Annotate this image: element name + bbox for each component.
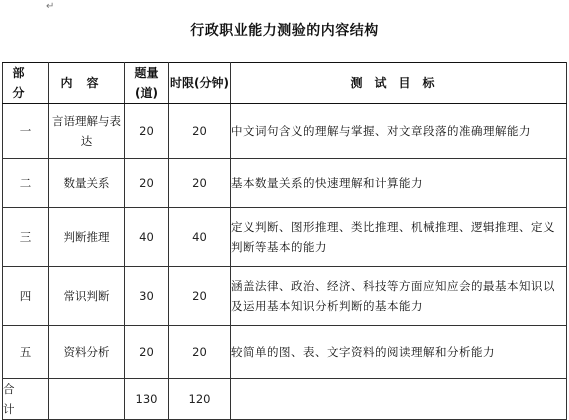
row-part: 三 [3, 208, 49, 267]
header-goal: 测试目标 [231, 63, 567, 104]
content-structure-table [2, 62, 567, 420]
row-part: 一 [3, 104, 49, 159]
table-row [3, 267, 567, 326]
row-time: 20 [169, 267, 231, 326]
table-header-row [3, 63, 567, 104]
total-time: 120 [169, 379, 231, 420]
header-time: 时限(分钟) [169, 63, 231, 104]
row-content: 判断推理 [49, 208, 125, 267]
row-content: 资料分析 [49, 326, 125, 379]
total-row [3, 379, 567, 420]
total-label: 合计 [3, 379, 49, 420]
row-content: 常识判断 [49, 267, 125, 326]
row-goal: 较简单的图、表、文字资料的阅读理解和分析能力 [231, 326, 567, 379]
total-content-empty [49, 379, 125, 420]
header-content: 内容 [49, 63, 125, 104]
table-row [3, 208, 567, 267]
row-count: 40 [125, 208, 169, 267]
row-time: 40 [169, 208, 231, 267]
row-count: 30 [125, 267, 169, 326]
row-time: 20 [169, 326, 231, 379]
row-goal: 中文词句含义的理解与掌握、对文章段落的准确理解能力 [231, 104, 567, 159]
table-row [3, 104, 567, 159]
row-count: 20 [125, 326, 169, 379]
row-time: 20 [169, 104, 231, 159]
row-goal: 涵盖法律、政治、经济、科技等方面应知应会的最基本知识以及运用基本知识分析判断的基本能力 [231, 267, 567, 326]
total-count: 130 [125, 379, 169, 420]
header-count: 题量(道) [125, 63, 169, 104]
table-row [3, 159, 567, 208]
row-content: 言语理解与表达 [49, 104, 125, 159]
row-part: 二 [3, 159, 49, 208]
table-row [3, 326, 567, 379]
row-time: 20 [169, 159, 231, 208]
row-count: 20 [125, 104, 169, 159]
row-content: 数量关系 [49, 159, 125, 208]
row-count: 20 [125, 159, 169, 208]
row-part: 四 [3, 267, 49, 326]
row-goal: 基本数量关系的快速理解和计算能力 [231, 159, 567, 208]
row-part: 五 [3, 326, 49, 379]
document-title: 行政职业能力测验的内容结构 [190, 23, 379, 39]
paragraph-mark: ↵ [46, 1, 55, 12]
total-goal-empty [231, 379, 567, 420]
row-goal: 定义判断、图形推理、类比推理、机械推理、逻辑推理、定义判断等基本的能力 [231, 208, 567, 267]
header-part: 部分 [3, 63, 49, 104]
